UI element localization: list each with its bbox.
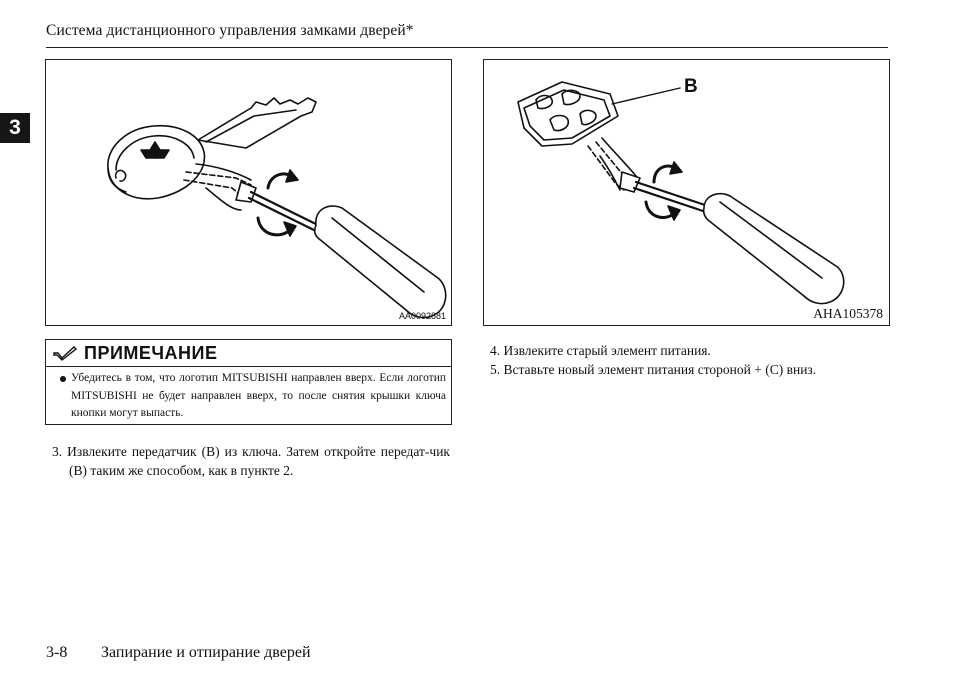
figure-code-right: AHA105378: [813, 306, 883, 321]
figure-code-left: AA0092881: [398, 311, 446, 321]
callout-label-b: B: [684, 76, 698, 97]
step-item: 3. Извлеките передатчик (B) из ключа. Затем откройте передат-чик (B) таким же способом, как в пункте 2.: [52, 444, 450, 478]
page-header-title: Система дистанционного управления замками дверей*: [46, 22, 414, 39]
step-item: 5. Вставьте новый элемент питания стороной + (C) вниз.: [490, 362, 817, 377]
steps-right: [490, 341, 910, 379]
transmitter-screwdriver-illustration: [484, 60, 889, 325]
header-divider: [46, 47, 888, 48]
footer-section-title: Запирание и отпирание дверей: [101, 644, 311, 661]
steps-left: [52, 442, 450, 480]
note-text: Убедитесь в том, что логотип MITSUBISHI направлен вверх. Если логотип MITSUBISHI не будет направлен вверх, то после снятия крышки ключа кнопки могут выпасть.: [71, 372, 446, 419]
note-box: [45, 339, 452, 425]
key-screwdriver-illustration: [46, 60, 451, 325]
page-number: 3-8: [46, 644, 68, 661]
chapter-tab: 3: [0, 113, 30, 143]
check-icon: [52, 345, 78, 361]
note-title: ПРИМЕЧАНИЕ: [84, 343, 218, 363]
note-header: [46, 340, 451, 367]
bullet-icon: [60, 376, 66, 382]
step-item: 4. Извлеките старый элемент питания.: [490, 343, 711, 358]
figure-transmitter-opening: [483, 59, 890, 326]
figure-key-opening: [45, 59, 452, 326]
